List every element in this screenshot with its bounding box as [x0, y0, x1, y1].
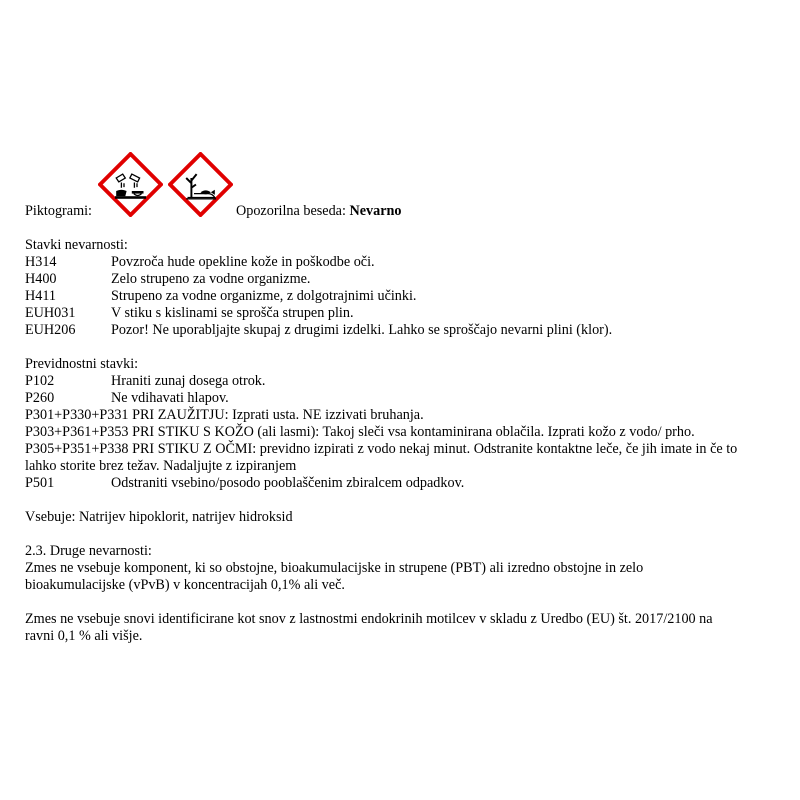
endocrine-line2: ravni 0,1 % ali višje.: [25, 628, 143, 644]
pbt-line2: bioakumulacijske (vPvB) v koncentracijah 0,1% ali več.: [25, 577, 345, 593]
precaution-text: Ne vdihavati hlapov.: [111, 390, 229, 406]
hazard-text: Pozor! Ne uporabljajte skupaj z drugimi izdelki. Lahko se sproščajo nevarni plini (klor).: [111, 322, 613, 338]
hazard-text: Povzroča hude opekline kože in poškodbe oči.: [111, 254, 375, 270]
environment-icon: [168, 152, 233, 217]
corrosion-pictogram: [98, 152, 163, 217]
precaution-p305-line1: P305+P351+P338 PRI STIKU Z OČMI: previdno izpirati z vodo nekaj minut. Odstranite kontaktne leče, če jih imate in če to: [25, 441, 738, 457]
pictograms-label: Piktogrami:: [25, 203, 92, 219]
endocrine-line1: Zmes ne vsebuje snovi identificirane kot snov z lastnostmi endokrinih motilcev v skladu z Uredbo (EU) št. 2017/2100 na: [25, 611, 713, 627]
precaution-p301: P301+P330+P331 PRI ZAUŽITJU: Izprati usta. NE izzivati bruhanja.: [25, 407, 424, 423]
hazard-text: V stiku s kislinami se sprošča strupen plin.: [111, 305, 354, 321]
hazard-code: H314: [25, 254, 57, 270]
signal-word-line: [236, 203, 401, 220]
hazard-text: Zelo strupeno za vodne organizme.: [111, 271, 311, 287]
other-hazards-heading: 2.3. Druge nevarnosti:: [25, 543, 152, 559]
precaution-text: Odstraniti vsebino/posodo pooblaščenim zbiralcem odpadkov.: [111, 475, 465, 491]
hazard-code: H400: [25, 271, 57, 287]
precaution-p305-line2: lahko storite brez težav. Nadaljujte z izpiranjem: [25, 458, 297, 474]
hazard-code: EUH206: [25, 322, 76, 338]
hazard-text: Strupeno za vodne organizme, z dolgotrajnimi učinki.: [111, 288, 417, 304]
precaution-code: P102: [25, 373, 55, 389]
precaution-code: P260: [25, 390, 55, 406]
hazard-heading: Stavki nevarnosti:: [25, 237, 128, 253]
environment-pictogram: [168, 152, 233, 217]
signal-word-label: Opozorilna beseda:: [236, 203, 346, 219]
signal-word: Nevarno: [349, 203, 402, 219]
precaution-text: Hraniti zunaj dosega otrok.: [111, 373, 266, 389]
precaution-heading: Previdnostni stavki:: [25, 356, 139, 372]
contains-line: Vsebuje: Natrijev hipoklorit, natrijev hidroksid: [25, 509, 293, 525]
hazard-code: EUH031: [25, 305, 76, 321]
pbt-line1: Zmes ne vsebuje komponent, ki so obstojne, bioakumulacijske in strupene (PBT) ali izredno obstojne in zelo: [25, 560, 644, 576]
precaution-code: P501: [25, 475, 55, 491]
hazard-code: H411: [25, 288, 57, 304]
corrosion-icon: [98, 152, 163, 217]
precaution-p303: P303+P361+P353 PRI STIKU S KOŽO (ali lasmi): Takoj sleči vsa kontaminirana oblačila. Izprati kožo z vodo/ prho.: [25, 424, 695, 440]
